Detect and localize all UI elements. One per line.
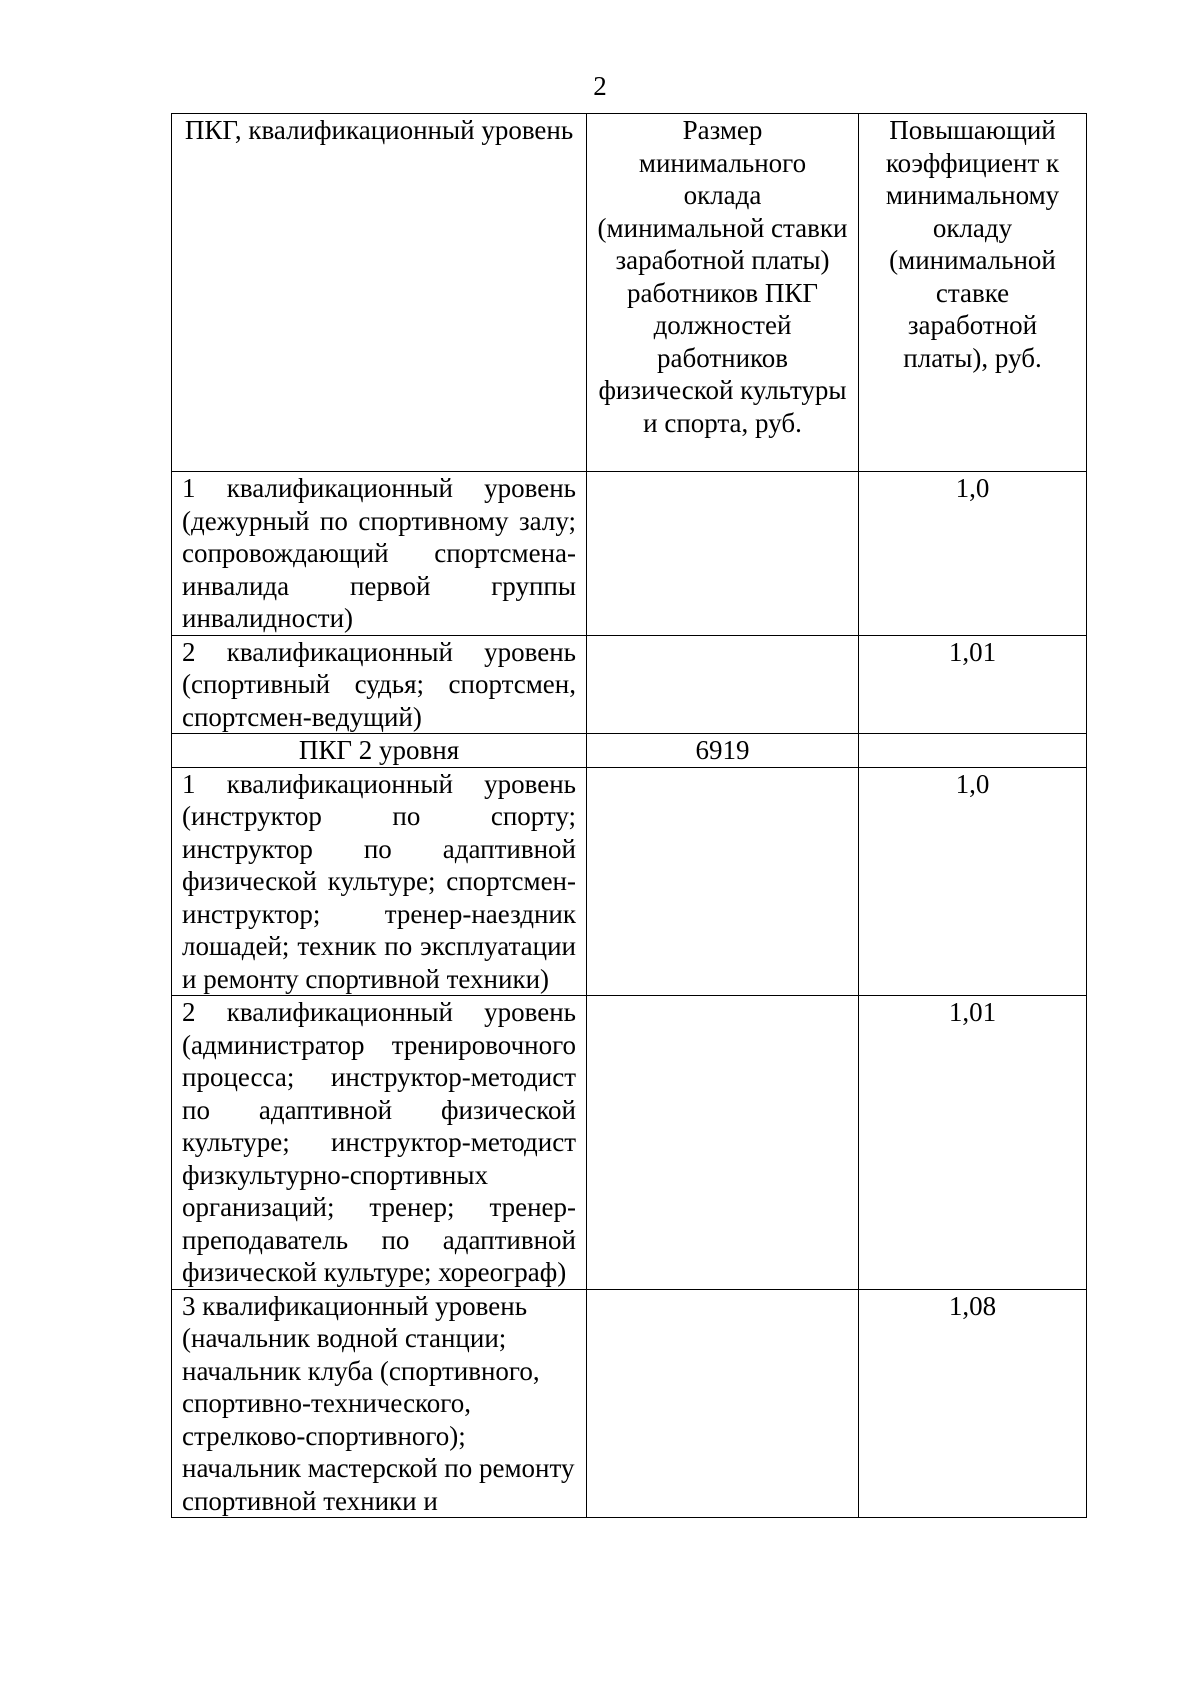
level-cell: 3 квалификационный уровень (начальник водной станции; начальник клуба (спортивного, спортивно-технического, стрелково-спортивного); начальник мастерской по ремонту спортивной техники и: [172, 1289, 587, 1518]
group-cell: ПКГ 2 уровня: [172, 734, 587, 768]
coefficient-cell: 1,0: [859, 767, 1087, 996]
header-level: ПКГ, квалификационный уровень: [172, 114, 587, 472]
group-row: [172, 734, 1087, 768]
coefficient-cell: 1,01: [859, 635, 1087, 734]
level-cell: 2 квалификационный уровень (спортивный судья; спортсмен, спортсмен-ведущий): [172, 635, 587, 734]
coefficient-cell: 1,01: [859, 996, 1087, 1290]
level-cell: 1 квалификационный уровень (дежурный по спортивному залу; сопровождающий спортсмена-инвалида первой группы инвалидности): [172, 472, 587, 636]
coefficient-cell: [859, 734, 1087, 768]
table-row: [172, 767, 1087, 996]
salary-cell: [587, 635, 859, 734]
table-header-row: [172, 114, 1087, 472]
header-salary: Размер минимального оклада (минимальной ставки заработной платы) работников ПКГ должностей работников физической культуры и спорта, руб.: [587, 114, 859, 472]
header-coefficient: Повышающий коэффициент к минимальному окладу (минимальной ставке заработной платы), руб.: [859, 114, 1087, 472]
level-cell: 2 квалификационный уровень (администратор тренировочного процесса; инструктор-методист по адаптивной физической культуре; инструктор-методист физкультурно-спортивных организаций; тренер; тренер-преподаватель по адаптивной физической культуре; хореограф): [172, 996, 587, 1290]
table-row: [172, 996, 1087, 1290]
salary-cell: [587, 767, 859, 996]
salary-cell: 6919: [587, 734, 859, 768]
salary-cell: [587, 472, 859, 636]
salary-cell: [587, 1289, 859, 1518]
table-row: [172, 635, 1087, 734]
table-row: [172, 472, 1087, 636]
coefficient-cell: 1,0: [859, 472, 1087, 636]
table-row: [172, 1289, 1087, 1518]
salary-table: [171, 113, 1087, 1518]
coefficient-cell: 1,08: [859, 1289, 1087, 1518]
page-number: 2: [593, 71, 607, 101]
level-cell: 1 квалификационный уровень (инструктор по спорту; инструктор по адаптивной физической культуре; спортсмен-инструктор; тренер-наездник лошадей; техник по эксплуатации и ремонту спортивной техники): [172, 767, 587, 996]
salary-cell: [587, 996, 859, 1290]
